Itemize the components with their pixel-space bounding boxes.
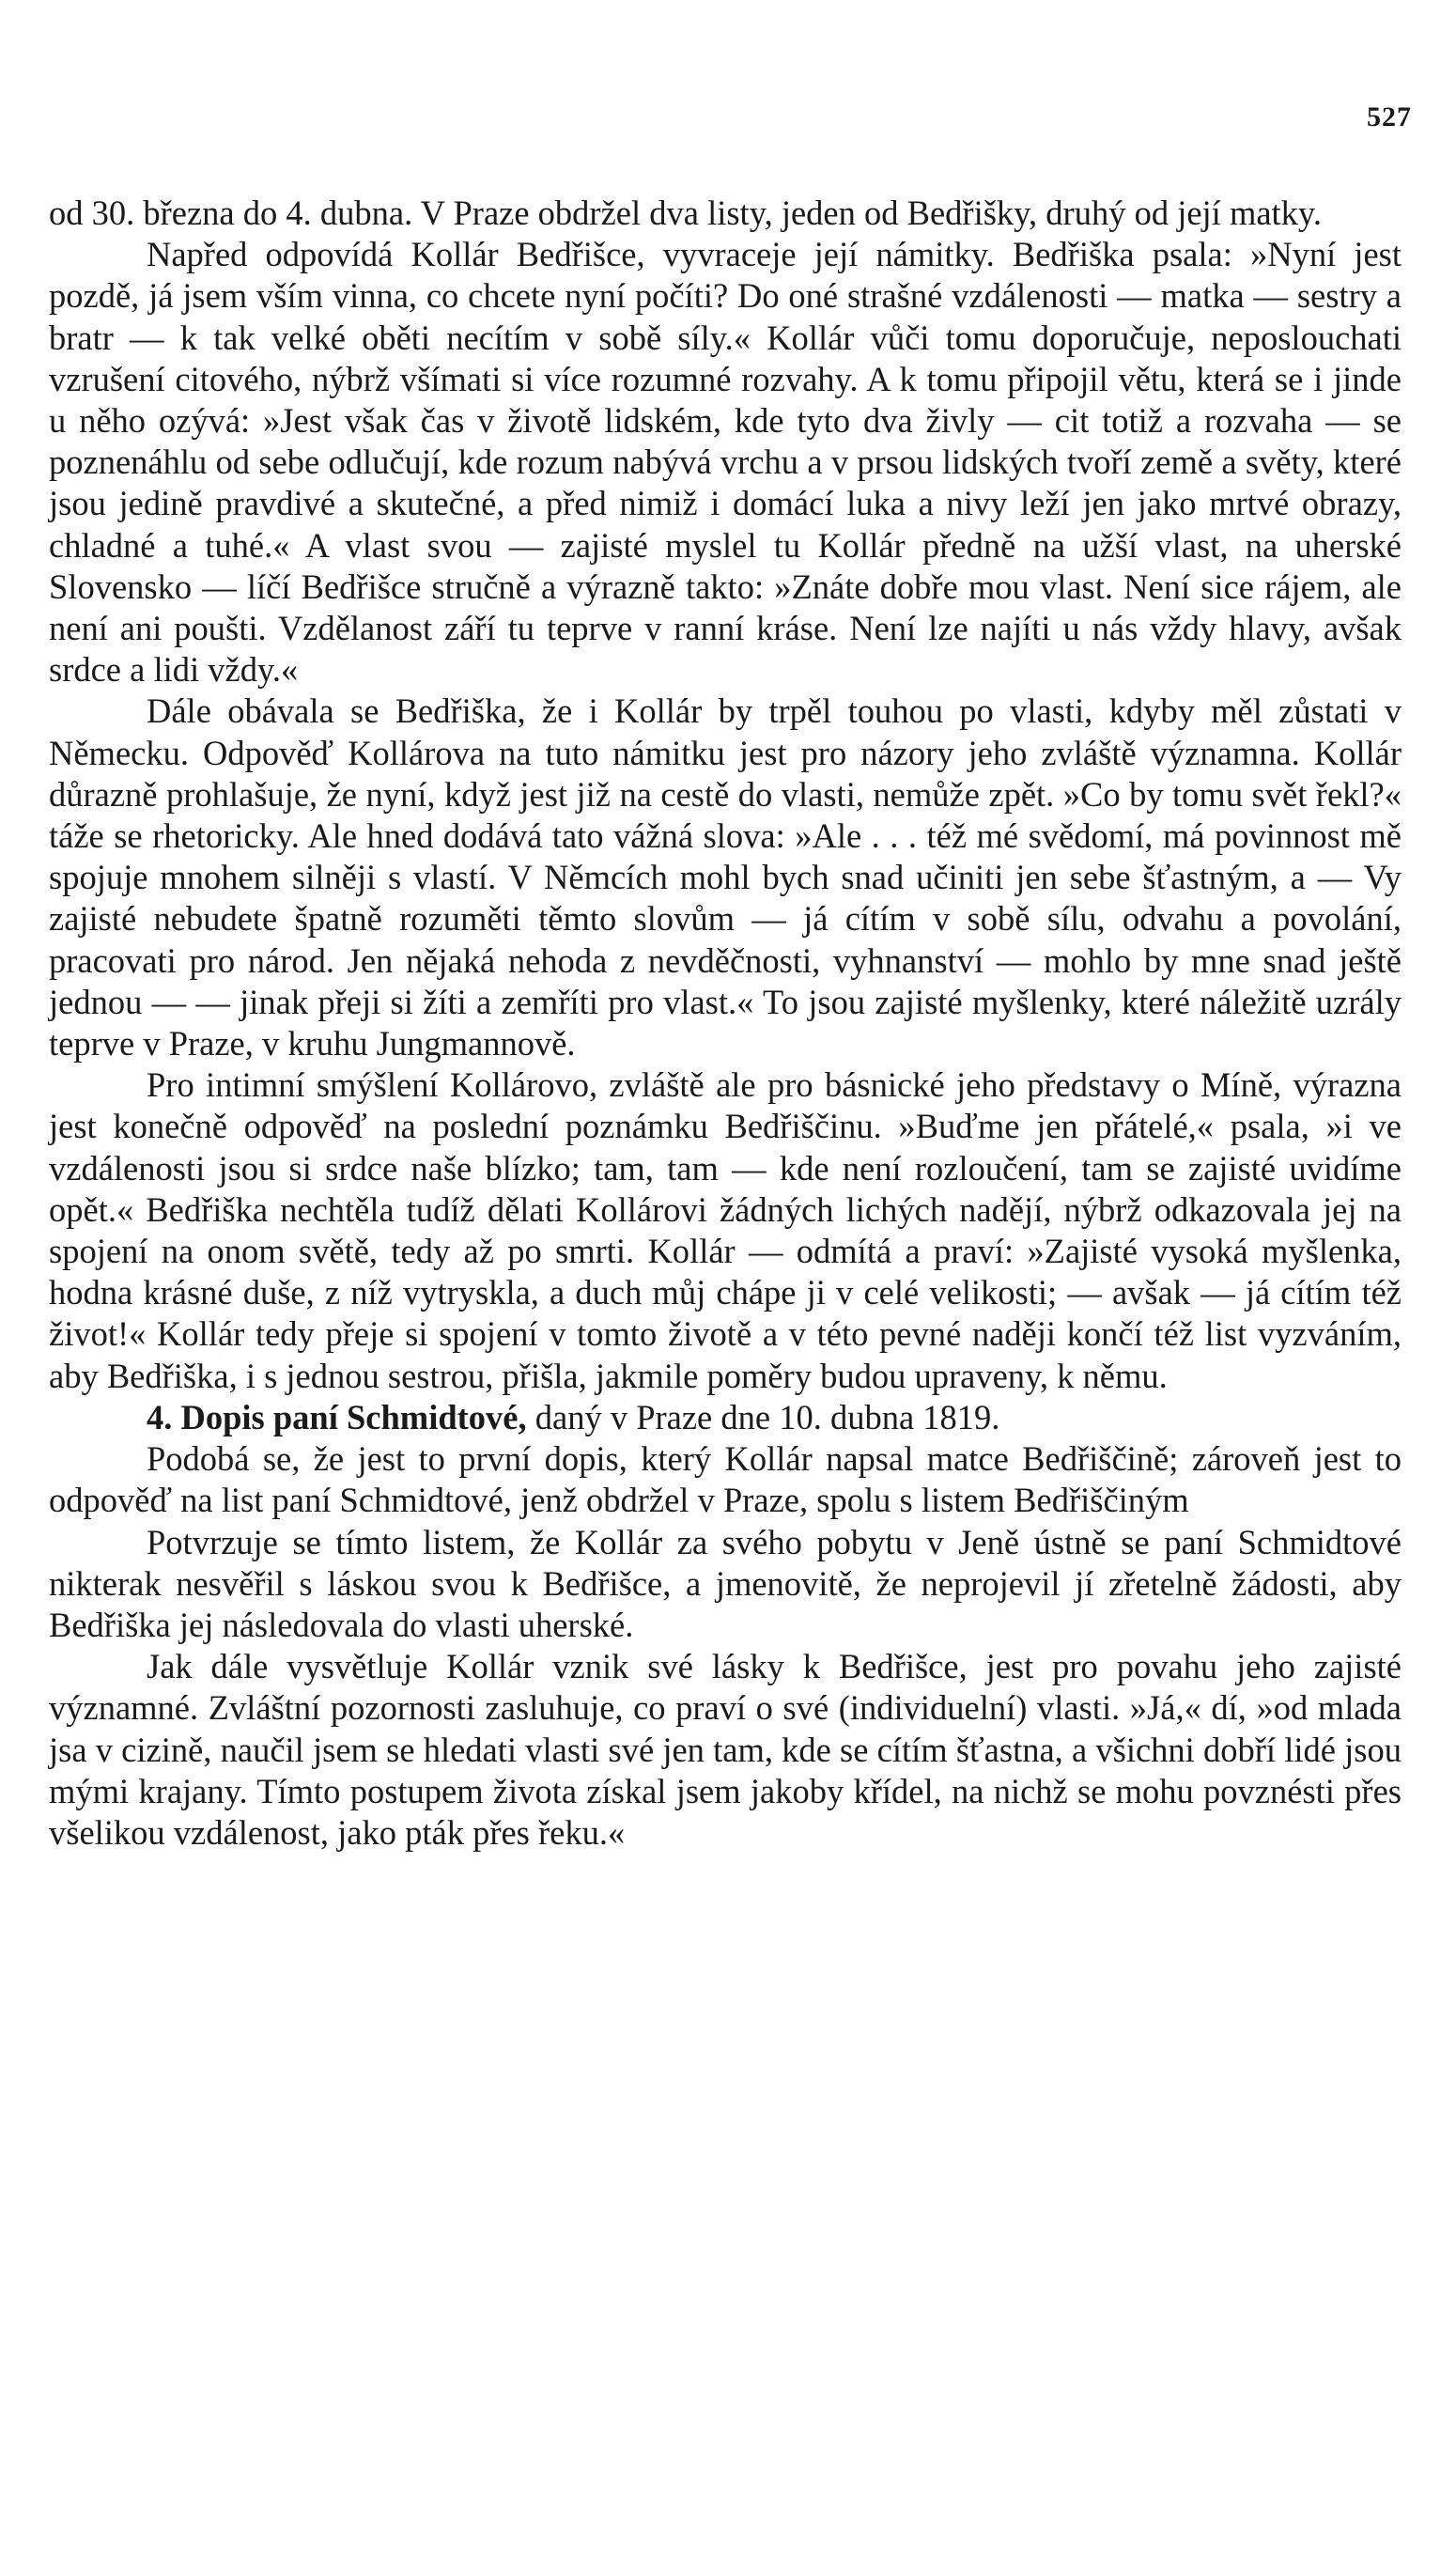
paragraph: Napřed odpovídá Kollár Bedřišce, vyvraceje její námitky. Bedřiška psala: »Nyní jest pozdě, já jsem vším vinna, co chcete nyní počíti? Do oné strašné vzdálenosti — matka — sestry a bratr — k tak velké oběti necítím v sobě síly.« Kollár vůči tomu doporučuje, neposlouchati vzrušení citového, nýbrž všímati si více rozumné rozvahy. A k tomu připojil větu, která se i jinde u něho ozývá: »Jest však čas v životě lidském, kde tyto dva živly — cit totiž a rozvaha — se poznenáhlu od sebe odlučují, kde rozum nabývá vrchu a v prsou lidských tvoří země a světy, které jsou jedině pravdivé a skutečné, a před nimiž i domácí luka a nivy leží jen jako mrtvé obrazy, chladné a tuhé.« A vlast svou — zajisté myslel tu Kollár předně na užší vlast, na uherské Slovensko — líčí Bedřišce stručně a výrazně takto: »Znáte dobře mou vlast. Není sice rájem, ale není ani poušti. Vzdělanost září tu teprve v ranní kráse. Není lze najíti u nás vždy hlavy, avšak srdce a lidi vždy.«	[49, 235, 1402, 690]
section-heading-title: 4. Dopis paní Schmidtové,	[147, 1397, 527, 1436]
page-number: 527	[1367, 101, 1412, 132]
paragraph: Dále obávala se Bedřiška, že i Kollár by trpěl touhou po vlasti, kdyby měl zůstati v Německu. Odpověď Kollárova na tuto námitku jest pro názory jeho zvláště významna. Kollár důrazně prohlašuje, že nyní, když jest již na cestě do vlasti, nemůže zpět. »Co by tomu svět řekl?« táže se rhetoricky. Ale hned dodává tato vážná slova: »Ale . . . též mé svědomí, má povinnost mě spojuje mnohem silněji s vlastí. V Němcích mohl bych snad učiniti jen sebe šťastným, a — Vy zajisté nebudete špatně rozuměti těmto slovům — já cítím v sobě sílu, odvahu a povolání, pracovati pro národ. Jen nějaká nehoda z nevděčnosti, vyhnanství — mohlo by mne snad ještě jednou — — jinak přeji si žíti a zemříti pro vlast.« To jsou zajisté myšlenky, které náležitě uzrály teprve v Praze, v kruhu Jungmannově.	[49, 691, 1402, 1064]
paragraph: Potvrzuje se tímto listem, že Kollár za svého pobytu v Jeně ústně se paní Schmidtové nikterak nesvěřil s láskou svou k Bedřišce, a jmenovitě, že neprojevil jí zřetelně žádosti, aby Bedřiška jej následovala do vlasti uherské.	[49, 1522, 1402, 1644]
document-body	[49, 193, 1402, 1854]
section-heading	[49, 1397, 1402, 1438]
section-heading-detail: daný v Praze dne 10. dubna 1819.	[526, 1397, 1000, 1436]
paragraph: od 30. března do 4. dubna. V Praze obdržel dva listy, jeden od Bedřišky, druhý od její matky.	[49, 194, 1322, 232]
paragraph: Pro intimní smýšlení Kollárovo, zvláště ale pro básnické jeho představy o Míně, výrazna jest konečně odpověď na poslední poznámku Bedřiščinu. »Buďme jen přátelé,« psala, »i ve vzdálenosti jsou si srdce naše blízko; tam, tam — kde není rozloučení, tam se zajisté uvidíme opět.« Bedřiška nechtěla tudíž dělati Kollárovi žádných lichých nadějí, nýbrž odkazovala jej na spojení na onom světě, tedy až po smrti. Kollár — odmítá a praví: »Zajisté vysoká myšlenka, hodna krásné duše, z níž vytryskla, a duch můj chápe ji v celé velikosti; — avšak — já cítím též život!« Kollár tedy přeje si spojení v tomto životě a v této pevné naději končí též list vyzváním, aby Bedřiška, i s jednou sestrou, přišla, jakmile poměry budou upraveny, k němu.	[49, 1065, 1402, 1395]
paragraph: Podobá se, že jest to první dopis, který Kollár napsal matce Bedřiščině; zároveň jest to odpověď na list paní Schmidtové, jenž obdržel v Praze, spolu s listem Bedřiščiným	[49, 1439, 1402, 1520]
paragraph: Jak dále vysvětluje Kollár vznik své lásky k Bedřišce, jest pro povahu jeho zajisté významné. Zvláštní pozornosti zasluhuje, co praví o své (individuelní) vlasti. »Já,« dí, »od mlada jsa v cizině, naučil jsem se hledati vlasti své jen tam, kde se cítím šťastna, a všichni dobří lidé jsou mými krajany. Tímto postupem života získal jsem jakoby křídel, na nichž se mohu povznésti přes všelikou vzdálenost, jako pták přes řeku.«	[49, 1647, 1402, 1852]
